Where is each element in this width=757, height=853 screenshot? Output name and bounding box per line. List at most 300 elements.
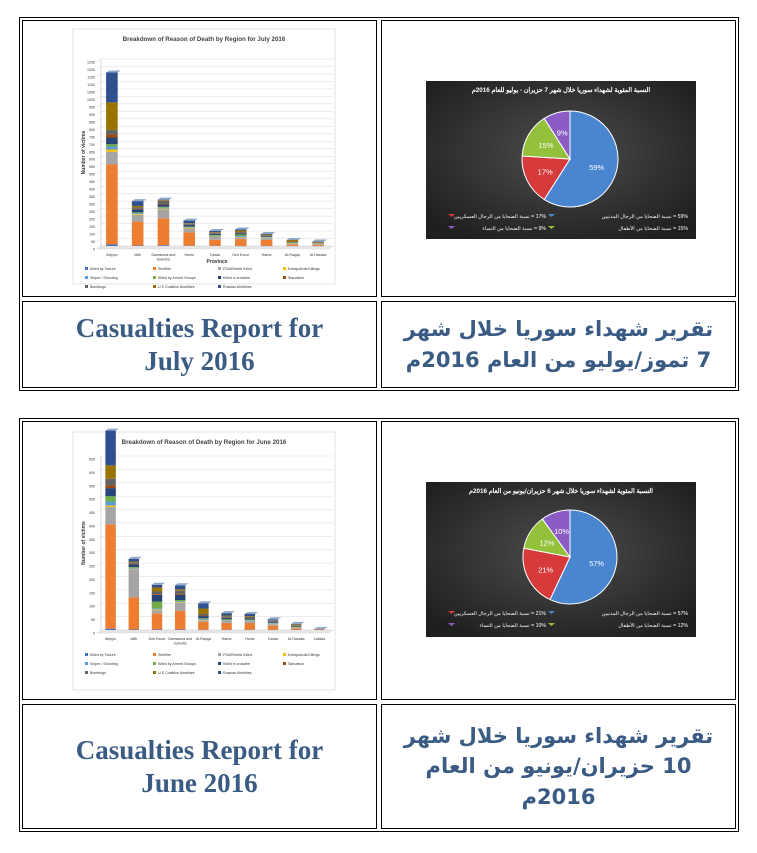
legend-swatch [283,267,286,270]
y-tick-label: 300 [89,202,95,207]
report-title-ar [381,301,736,388]
bar-segment [129,569,139,597]
report-table-july [19,17,739,391]
bar-segment [105,465,115,478]
report-title-en [22,301,377,388]
bar-segment [105,496,115,501]
bar-segment [152,613,162,629]
bar-segment [158,207,170,208]
legend-label: FSA/Rebels Killed [223,267,252,271]
legend-swatch [218,671,221,674]
y-tick-label: 1150 [87,75,95,80]
bar-segment [105,485,115,488]
bar-segment [268,624,278,626]
legend-swatch [153,671,156,674]
report-title-en-text: Casualties Report for June 2016 [75,735,324,798]
bar-chart-cell [22,20,377,297]
bar-segment [261,235,273,236]
y-tick-label: 50 [91,240,95,245]
legend-swatch [85,671,88,674]
y-tick-label: 350 [89,537,95,542]
y-tick-label: 250 [89,210,95,215]
bar-segment [235,234,247,235]
legend-swatch [153,653,156,656]
y-tick-label: 200 [89,577,95,582]
bar-segment [132,215,144,222]
bar-segment [268,621,278,622]
report-table-june [19,418,739,832]
legend-swatch [85,267,88,270]
bar-segment [261,238,273,240]
bar-segment [152,608,162,609]
bar-segment [245,620,255,621]
pie-legend-label: 57% = نسبة الضحايا من الرجال المدنيين [601,611,688,617]
bar-segment [152,585,162,588]
y-tick-label: 650 [89,457,95,462]
x-tick-label: Hama [261,253,272,257]
bar-segment [132,209,144,212]
legend-label: Killed by Armed Groups [158,276,196,280]
bar-segment [106,152,118,165]
bar-segment [245,621,255,623]
legend-label: Starvation [288,662,305,666]
x-tick-label: Idlib [130,637,138,641]
bar-segment [158,201,170,204]
x-tick-label: Daraa [268,637,278,641]
bar-segment [291,627,301,628]
pie-slice-label: 9% [556,128,568,138]
y-tick-label: 950 [89,105,95,110]
report-title-ar-line: 2016م [521,784,596,809]
bar-segment [261,240,273,246]
legend-label: Russian Airstrikes [223,671,252,675]
legend-swatch [85,276,88,279]
bar-segment [158,208,170,209]
pie-legend-label: 15% = نسبة الضحايا من الأطفال [618,226,688,232]
pie-slice-label: 59% [589,162,605,172]
bar-segment [129,564,139,565]
x-tick-label: Suburbs [156,257,171,262]
y-tick-label: 800 [89,127,95,132]
bar-chart-cell [22,421,377,700]
bar-segment [175,594,185,595]
legend-swatch [153,285,156,288]
pie-chart-cell [381,421,736,700]
bar-segment [158,204,170,205]
y-tick-label: 400 [89,187,95,192]
bar-segment [183,223,195,224]
bar-segment [106,135,118,138]
x-tick-label: Damascus and [151,253,176,257]
legend-swatch [153,662,156,665]
bar-segment [198,620,208,621]
bar-segment [129,569,139,570]
chart-floor [97,246,333,249]
y-tick-label: 600 [89,470,95,475]
bar-segment [291,625,301,626]
pie-legend-label: 21% = نسبة الضحايا من الرجال العسكريين [454,611,546,617]
x-tick-label: Aleppo [104,637,117,641]
bar-segment [132,213,144,214]
legend-swatch [283,276,286,279]
x-tick-label: Damascus and [168,637,193,641]
bar-segment [291,628,301,629]
legend-label: Sniper / Shooting [90,276,118,280]
legend-label: Bombings [90,285,106,289]
pie-slice-label: 15% [538,140,554,150]
y-tick-label: 850 [89,120,95,125]
x-axis-label: Province [206,259,228,265]
bar-segment [221,623,231,630]
pie-chart-title: النسبة المئوية لشهداء سوريا خلال شهر 6 حزيران/يونيو من العام 2016م [469,488,653,495]
bar-segment [235,237,247,239]
y-tick-label: 600 [89,157,95,162]
bar-segment [183,221,195,224]
pie-slice-label: 21% [538,565,554,575]
bar-segment [268,623,278,624]
bar-segment [287,244,299,245]
y-tick-label: 550 [89,165,95,170]
bar-segment [209,232,221,233]
x-tick-label: Deir Ezzor [232,253,250,257]
report-title-en-text: Casualties Report for July 2016 [75,313,324,376]
bar-segment [129,562,139,564]
bar-segment [132,212,144,213]
bar-segment [221,619,231,620]
bar-segment [287,244,299,245]
y-tick-label: 350 [89,195,95,200]
bar-segment [268,622,278,623]
bar-segment [312,245,324,246]
bar-segment [235,230,247,231]
bar-segment [152,595,162,602]
bar-segment [209,233,221,234]
x-tick-label: Homs [184,253,194,257]
legend-swatch [218,276,221,279]
bar-segment [106,164,118,244]
y-tick-label: 250 [89,564,95,569]
x-tick-label: Suburbs [173,641,187,646]
bar-segment [129,568,139,569]
bar-segment [183,227,195,228]
bar-segment [245,623,255,630]
pie-slice-label: 57% [589,558,605,568]
bar-segment [129,567,139,568]
y-tick-label: 900 [89,112,95,117]
bar-segment [152,629,162,630]
legend-swatch [85,285,88,288]
bar-segment [221,613,231,615]
pie-slice-label: 17% [537,167,553,177]
y-tick-label: 0 [93,631,95,636]
x-tick-label: Al-Hasaka [309,253,327,257]
legend-swatch [218,662,221,665]
bar-top [105,429,118,431]
bar-segment [287,240,299,241]
bar-segment [132,206,144,207]
pie-chart-july [382,21,735,296]
pie-legend-label: 59% = نسبة الضحايا من الرجال المدنيين [601,214,688,220]
y-tick-label: 150 [89,591,95,596]
bar-segment [291,626,301,627]
bar-segment [235,231,247,232]
bar-segment [152,594,162,595]
x-tick-label: Homs [245,637,255,641]
bar-segment [221,620,231,621]
bar-segment [106,102,118,130]
report-title-ar-line: تقرير شهداء سوريا خلال شهر [403,723,714,748]
y-tick-label: 550 [89,484,95,489]
y-tick-label: 500 [89,497,95,502]
y-tick-label: 750 [89,135,95,140]
legend-label: Russian Airstrikes [223,285,252,289]
legend-swatch [283,662,286,665]
pie-legend-label: 12% = نسبة الضحايا من الأطفال [618,623,688,629]
bar-segment [105,506,115,507]
y-tick-label: 100 [89,232,95,237]
bar-segment [105,479,115,486]
bar-segment [132,207,144,208]
y-tick-label: 1200 [87,67,95,72]
y-tick-label: 1100 [87,82,95,87]
bar-segment [245,617,255,618]
x-tick-label: Hama [221,637,232,641]
legend-label: Killed in crossfire [223,662,251,666]
bar-segment [132,222,144,246]
bar-segment [158,209,170,218]
x-tick-label: Al-Raqqa [284,253,300,257]
x-tick-label: Aleppo [106,253,118,257]
legend-label: U.S Coalition Airstrikes [158,285,195,289]
legend-swatch [218,653,221,656]
report-title-ar [381,704,736,829]
bar-segment [245,620,255,621]
bar-segment [129,597,139,629]
bar-segment [261,234,273,235]
legend-label: Killed by Armed Groups [158,662,196,666]
bar-segment [209,236,221,237]
bar-segment [235,233,247,234]
bar-segment [175,585,185,589]
bar-segment [245,618,255,619]
bar-segment [221,616,231,617]
legend-swatch [153,267,156,270]
bar-segment [152,602,162,609]
legend-label: Shellfire [158,653,171,657]
bar-segment [198,616,208,618]
bar-segment [152,610,162,613]
bar-segment [198,616,208,617]
bar-segment [235,239,247,246]
bar-segment [106,245,118,246]
legend-label: Killed in crossfire [223,276,251,280]
bar-segment [175,589,185,590]
x-tick-label: Idlib [134,253,141,257]
y-tick-label: 400 [89,524,95,529]
legend-label: U.S Coalition Airstrikes [158,671,195,675]
pie-slice-label: 12% [539,538,555,548]
legend-label: Starvation [288,276,305,280]
bar-segment [183,228,195,229]
bar-segment [209,234,221,235]
legend-label: Shellfire [158,267,171,271]
bar-segment [158,218,170,245]
bar-segment [105,524,115,628]
bar-chart-july [23,21,376,296]
bar-segment [198,603,208,608]
report-title-ar-line: 7 تموز/يوليو من العام 2016م [405,347,712,372]
legend-label: Killed by Torture [90,267,116,271]
y-tick-label: 150 [89,225,95,230]
bar-segment [158,245,170,246]
bar-segment [314,629,324,630]
bar-segment [221,616,231,617]
report-title-ar-line: تقرير شهداء سوريا خلال شهر [403,317,714,342]
y-tick-label: 1250 [87,60,95,65]
pie-legend-label: 10% = نسبة الضحايا من النساء [479,623,546,629]
bar-chart-june [23,422,376,699]
legend-swatch [218,285,221,288]
bar-segment [183,227,195,228]
y-tick-label: 700 [89,142,95,147]
bar-segment [105,629,115,630]
bar-segment [261,236,273,237]
y-tick-label: 100 [89,604,95,609]
bar-segment [175,601,185,602]
x-tick-label: Latakia [313,637,326,641]
bar-segment [152,591,162,594]
x-tick-label: Al-Raqqa [195,637,211,641]
y-tick-label: 1000 [87,97,95,102]
bar-segment [209,231,221,232]
y-tick-label: 500 [89,172,95,177]
bar-segment [291,628,301,629]
pie-chart-june [382,422,735,699]
bar-segment [235,232,247,233]
pie-chart-title: النسبة المئوية لشهداء سوريا خلال شهر 7 حزيران - يوليو للعام 2016م [471,87,651,94]
y-axis-label: Number of victims [81,130,87,175]
bar-segment [106,138,118,145]
report-title-ar-line: 10 حزيران/يونيو من العام [425,754,692,779]
bar-segment [235,236,247,237]
bar-segment [106,144,118,146]
bar-segment [312,242,324,243]
bar-segment [245,616,255,617]
bar-segment [105,488,115,496]
y-tick-label: 200 [89,217,95,222]
bar-segment [158,205,170,207]
bar-segment [158,200,170,201]
x-tick-label: Daraa [210,253,220,257]
bar-segment [175,611,185,630]
bar-segment [175,591,185,594]
bar-segment [175,603,185,611]
bar-segment [105,431,115,466]
bar-segment [129,564,139,567]
bar-segment [183,224,195,225]
bar-segment [183,232,195,245]
chart-title: Breakdown of Reason of Death by Region for July 2016 [122,36,286,43]
bar-segment [183,225,195,226]
bar-segment [198,614,208,616]
bar-segment [152,609,162,610]
bar-segment [106,130,118,134]
bar-segment [198,620,208,621]
bar-segment [152,587,162,591]
bar-segment [198,609,208,614]
bar-segment [129,561,139,562]
legend-swatch [85,653,88,656]
report-title-en [22,704,377,829]
legend-label: Extrajudicial Killings [288,267,320,271]
legend-swatch [153,276,156,279]
chart-floor [97,630,333,633]
bar-segment [198,622,208,630]
bar-segment [175,595,185,600]
bar-segment [105,507,115,524]
y-tick-label: 300 [89,551,95,556]
bar-segment [183,228,195,232]
bar-segment [129,629,139,630]
y-axis-label: Number of victims [81,521,87,565]
pie-chart-cell [381,20,736,297]
bar-segment [268,619,278,620]
bar-segment [268,626,278,630]
legend-label: Sniper / Shooting [90,662,118,666]
y-tick-label: 650 [89,150,95,155]
legend-label: Killed by Torture [90,653,116,657]
x-tick-label: Al-Hasaka [287,637,305,641]
bar-segment [129,559,139,562]
legend-label: FSA/Rebels Killed [223,653,252,657]
pie-legend-label: 9% = نسبة الضحايا من النساء [482,226,546,232]
bar-segment [106,150,118,152]
bar-segment [132,214,144,215]
bar-segment [221,618,231,620]
legend-label: Extrajudicial Killings [288,653,320,657]
legend-swatch [283,653,286,656]
bar-segment [198,618,208,619]
bar-segment [198,619,208,620]
pie-legend-label: 17% = نسبة الضحايا من الرجال العسكريين [454,214,546,220]
y-tick-label: 1050 [87,90,95,95]
bar-segment [158,200,170,201]
bar-segment [106,147,118,150]
bar-segment [221,621,231,623]
bar-segment [291,624,301,625]
bar-segment [132,201,144,206]
bar-segment [158,209,170,210]
x-tick-label: Deir Ezzor [148,637,166,641]
chart-title: Breakdown of Reason of Death by Region for June 2016 [121,439,287,446]
bar-segment [312,244,324,245]
y-tick-label: 0 [93,247,95,252]
y-tick-label: 450 [89,511,95,516]
bar-segment [291,624,301,625]
bar-segment [209,237,221,240]
y-tick-label: 450 [89,180,95,185]
bar-segment [105,502,115,506]
bar-segment [175,602,185,603]
legend-label: Bombings [90,671,106,675]
bar-segment [268,623,278,624]
bar-segment [209,235,221,236]
bar-segment [175,629,185,630]
bar-segment [106,72,118,102]
bar-segment [245,614,255,616]
legend-swatch [85,662,88,665]
legend-swatch [218,267,221,270]
